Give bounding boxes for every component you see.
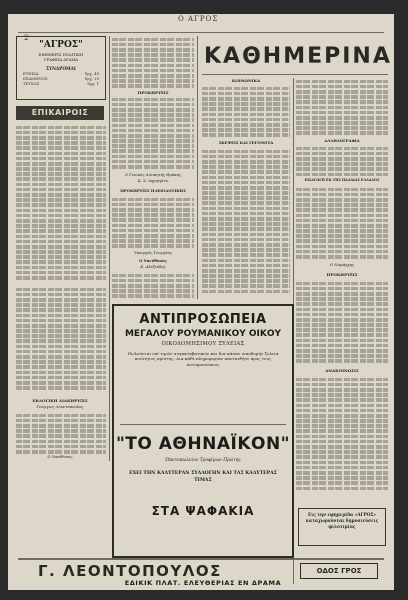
column-2-heading-1: ΠΡΟΚΗΡΥΞΙΣ [137,90,169,95]
column-2-notice-title: Ο Υπεύθυνος [139,258,167,263]
running-header: Ο ΑΓΡΟΣ [178,15,219,23]
column-3 [202,78,290,299]
column-4-heading-4: ΑΝΑΚΟΙΝΩΣΙΣ [325,368,359,373]
column-4-final-box [298,508,386,546]
page-number: 2 [24,34,29,42]
header-rule [18,32,384,33]
column-1-text-c [16,412,106,455]
ad-title-2: ΜΕΓΑΛΟΥ ΡΟΥΜΑΝΙΚΟΥ ΟΙΚΟΥ [124,329,282,339]
ad-shop-footer: ΣΤΑ ΨΑΦΑΚΙΑ [151,504,255,518]
column-4-heading-1: ΑΛΛΗΛΟΓΡΑΦΙΑ [324,138,360,143]
column-3-text-b [202,148,290,295]
column-2-text-c [112,196,194,249]
ad-title: ΑΝΤΙΠΡΟΣΩΠΕΙΑ [139,312,267,327]
column-4-heading-2: ΕΙΣΑΓΩΓΗ ΕΚ ΤΗΣ ΠΑΛΑΙΑΣ ΕΛΛΑΔΟΣ [304,178,380,182]
column-2-signature-2: Κ. Σ. Δημητρίου [137,178,169,183]
column-3-heading-2: ΣΚΕΨΕΙΣ ΚΑΙ ΓΕΓΟΝΟΤΑ [218,140,274,145]
column-4 [296,78,388,558]
sub-yearly: ΕΤΗΣΙΑ [23,71,39,76]
ad-shop-line: ΕΧΕΙ ΤΗΝ ΚΑΛΥΤΕΡΑΝ ΣΥΛΛΟΓΗΝ ΚΑΙ ΤΑΣ ΚΑΛΥΤΕΡΑΣ ΤΙΜΑΣ [129,471,277,483]
sub-halfyear-value: δρχ. 20 [84,76,99,81]
rule-2 [197,36,198,299]
bottom-name: Γ. ΛΕΟΝΤΟΠΟΥΛΟΣ [38,562,222,580]
bottom-badge-text: ΟΔΟΣ ΓΡΟΣ [316,567,362,575]
column-2-text-b [112,96,194,170]
subscription-label: ΣΥΝΔΡΟΜΑΙ [46,66,76,71]
title-box [16,36,106,100]
title-line-2: ΓΡΑΦΕΙΑ ΔΡΑΜΑ [44,57,78,62]
column-4-final-text: Εις την εφημερίδα «ΑΓΡΟΣ» καταχωρούνται δημοσιεύσεις φιλοτιμίας [305,512,379,529]
bottom-rule [18,558,384,560]
sub-halfyear: ΕΞΑΜΗΝΟΣ [23,76,48,81]
column-4-heading-3: ΠΡΟΚΗΡΥΞΙΣ [326,272,358,277]
column-2-note: Υπουργός Γεωργίας [133,250,173,255]
ad-shop-subtitle: Παντοπωλείον Τροφίμων Πρώτης [165,458,241,463]
column-4-text-a [296,78,388,137]
masthead-title: ΚΑΘΗΜΕΡΙΝΑ [204,44,392,69]
column-3-heading-1: ΚΟΙΝΩΝΙΚΑ [231,78,261,83]
sub-issue-value: δρχ. 1 [87,81,99,86]
section-banner-text: ΕΠΙΚΑΙΡΟΙΣ [31,108,89,117]
ad-title-3: ΟΙΚΟΔΟΜΗΣΙΜΟΥ ΞΥΛΕΙΑΣ [161,341,245,347]
column-4-signature: Ο Νομάρχης [330,262,354,267]
advertisement [112,304,294,558]
sub-issue: ΤΕΥΧΟΣ [23,81,40,86]
title-line-1: ΕΦΗΜΕΡΙΣ ΠΟΛΙΤΙΚΗ [38,52,84,57]
column-4-text-b [296,145,388,178]
column-2-heading-2: ΠΡΟΚΗΡΥΞΙΣ ΠΛΕΙΟΔΟΤΙΚΗΣ [120,188,186,193]
column-2-signature-1: Ο Γενικός Διοικητής Θράκης [124,172,182,177]
section-banner [16,106,104,120]
column-1-heading-2: Γεώργιος Λεοντόπουλος [36,404,84,409]
bottom-line: ΕΔΙΚΙΚ ΠΛΑΤ. ΕΛΕΥΘΕΡΙΑΣ ΕΝ ΔΡΑΜΑ [124,579,282,587]
ad-shop-name: "ΤΟ ΑΘΗΝΑΪΚΟΝ" [115,434,291,454]
sub-yearly-value: δρχ. 40 [84,71,99,76]
masthead-rule [202,74,388,75]
rule-1 [109,36,110,461]
title-box-name: "ΑΓΡΟΣ" [39,40,83,50]
newspaper-page [8,14,394,590]
bottom-badge [300,563,378,579]
column-1-text-a [16,124,106,281]
ad-divider [120,424,286,425]
column-4-text-e [296,376,388,492]
column-1-heading-3: Ο Υπεύθυνος [47,454,73,459]
column-2-text-a [112,36,194,89]
column-1-text-b [16,286,106,391]
column-4-text-d [296,280,388,365]
column-1-heading-1: ΕΚΛΟΓΙΚΗ ΔΙΑΚΗΡΥΞΙΣ [32,398,88,403]
column-1 [16,36,106,461]
column-4-text-c [296,186,388,260]
column-3-text-a [202,85,290,138]
column-2 [112,36,194,299]
column-2-notice-name: Κ. Αλεξιάδης [140,264,166,269]
ad-body: Πωλούνται επί τιμών συγκαταβατικών και δια πάσαν οικοδομήν ξυλεία ποιότητος αρίστης. Δια κάθε πληροφορίαν αποτανθήτε προς τους αντιπροσώπους [127,351,279,367]
column-2-text-d [112,272,194,299]
